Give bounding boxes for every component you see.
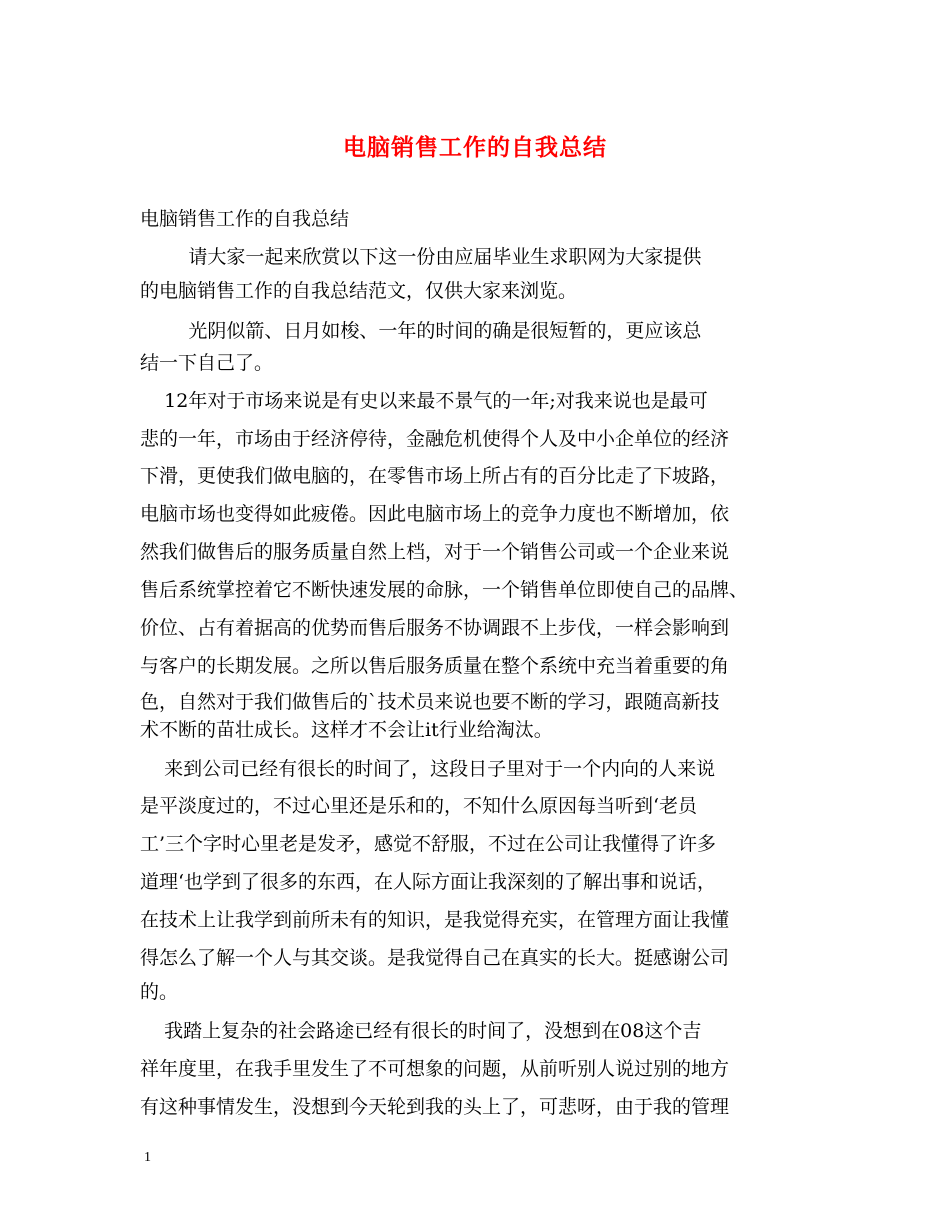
body-line: 祥年度里，在我手里发生了不可想象的问题，从前听别人说过别的地方 xyxy=(140,1058,730,1080)
body-line: 结一下自己了。 xyxy=(140,352,274,374)
body-line: 悲的一年，市场由于经济停待，金融危机使得个人及中小企单位的经济 xyxy=(140,428,730,450)
body-line: 在技术上让我学到前所未有的知识，是我觉得充实，在管理方面让我懂 xyxy=(140,909,730,931)
body-line: 请大家一起来欣赏以下这一份由应届毕业生求职网为大家提供 xyxy=(140,246,702,268)
body-line: 价位、占有着据高的优势而售后服务不协调跟不上步伐，一样会影响到 xyxy=(140,617,730,639)
body-line: 12年对于市场来说是有史以来最不景气的一年;对我来说也是最可 xyxy=(140,390,708,412)
body-line: 术不断的苗壮成长。这样才不会让it行业给淘汰。 xyxy=(140,719,553,741)
body-line: 道理‘也学到了很多的东西，在人际方面让我深刻的了解出事和说话， xyxy=(140,871,717,893)
document-title: 电脑销售工作的自我总结 xyxy=(343,134,607,161)
body-line: 然我们做售后的服务质量自然上档，对于一个销售公司或一个企业来说 xyxy=(140,541,730,563)
body-line: 电脑销售工作的自我总结 xyxy=(140,208,350,230)
body-line: 的电脑销售工作的自我总结范文，仅供大家来浏览。 xyxy=(140,280,578,302)
page-number: 1 xyxy=(144,1150,151,1165)
body-line: 色，自然对于我们做售后的`技术员来说也要不断的学习，跟随高新技 xyxy=(140,691,720,713)
body-line: 的。 xyxy=(140,981,179,1003)
body-line: 光阴似箭、日月如梭、一年的时间的确是很短暂的，更应该总 xyxy=(140,320,702,342)
body-line: 来到公司已经有很长的时间了，这段日子里对于一个内向的人来说 xyxy=(140,758,716,780)
body-line: 下滑，更使我们做电脑的，在零售市场上所占有的百分比走了下坡路， xyxy=(140,465,730,487)
body-line: 与客户的长期发展。之所以售后服务质量在整个系统中充当着重要的角 xyxy=(140,655,730,677)
body-line: 工’三个字时心里老是发矛，感觉不舒服，不过在公司让我懂得了许多 xyxy=(140,833,717,855)
body-line: 有这种事情发生，没想到今天轮到我的头上了，可悲呀，由于我的管理 xyxy=(140,1096,730,1118)
body-line: 得怎么了解一个人与其交谈。是我觉得自己在真实的长大。挺感谢公司 xyxy=(140,947,730,969)
body-line: 我踏上复杂的社会路途已经有很长的时间了，没想到在08这个吉 xyxy=(140,1020,702,1042)
body-line: 售后系统掌控着它不断快速发展的命脉，一个销售单位即使自己的品牌、 xyxy=(140,579,749,601)
body-line: 电脑市场也变得如此疲倦。因此电脑市场上的竞争力度也不断增加，依 xyxy=(140,503,730,525)
body-line: 是平淡度过的，不过心里还是乐和的，不知什么原因每当听到‘老员 xyxy=(140,795,698,817)
